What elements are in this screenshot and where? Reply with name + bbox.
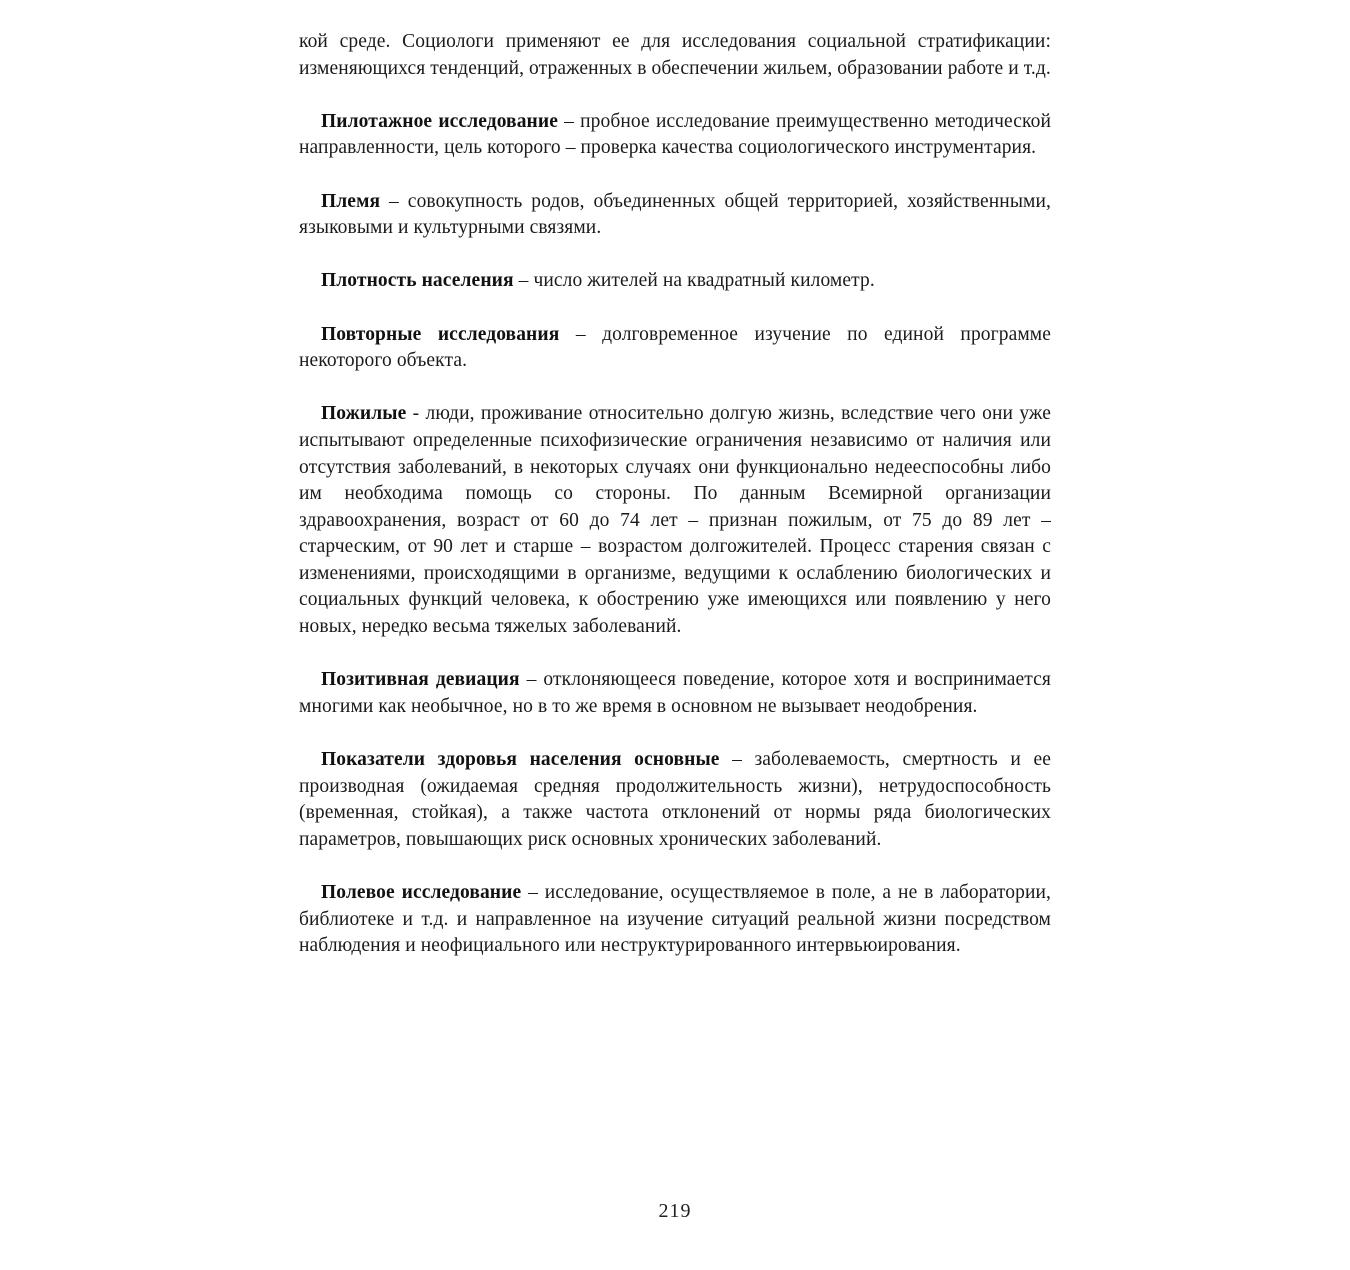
entry-definition: – число жителей на квадратный километр. <box>513 270 875 292</box>
entry-definition: – заболеваемость, смертность и ее производная (ожидаемая средняя продолжительность жизни), нетрудоспособность (временная, стойкая), а также частота отклонений от нормы ряда биологических параметров, повышающих риск основных хронических заболеваний. <box>299 749 1051 850</box>
entry-definition: – исследование, осуществляемое в поле, а не в лаборатории, библиотеке и т.д. и направленное на изучение ситуаций реальной жизни посредством наблюдения и неофициального или неструктурированного интервьюирования. <box>299 882 1051 957</box>
entry-term: Показатели здоровья населения основные <box>321 749 720 771</box>
glossary-entry <box>299 268 1051 295</box>
glossary-entry <box>299 189 1051 242</box>
glossary-entry <box>299 747 1051 853</box>
glossary-entry <box>299 401 1051 640</box>
glossary-entry <box>299 322 1051 375</box>
page-content <box>299 29 1051 960</box>
page-number: 219 <box>658 1200 692 1222</box>
glossary-entry <box>299 667 1051 720</box>
glossary-entry <box>299 880 1051 960</box>
entry-term: Повторные исследования <box>321 323 560 345</box>
continuation-paragraph: кой среде. Социологи применяют ее для исследования социальной стратификации: изменяющихся тенденций, отраженных в обеспечении жильем, образовании работе и т.д. <box>299 31 1051 79</box>
entry-term: Позитивная девиация <box>321 669 520 691</box>
entry-term: Полевое исследование <box>321 882 522 903</box>
entry-term: Пилотажное исследование <box>321 110 558 132</box>
entry-term: Пожилые <box>321 403 407 425</box>
entry-term: Плотность населения <box>321 270 514 292</box>
glossary-entry <box>299 109 1051 162</box>
entry-definition: – долговременное изучение по единой программе некоторого объекта. <box>299 323 1051 372</box>
entry-definition: - люди, проживание относительно долгую жизнь, вследствие чего они уже испытывают определенные психофизические ограничения независимо от наличия или отсутствия заболеваний, в некоторых случаях они функционально недееспособны либо им необходима помощь со стороны. По данным Всемирной организации здравоохранения, возраст от 60 до 74 лет – признан пожилым, от 75 до 89 лет – старческим, от 90 лет и старше – возрастом долгожителей. Процесс старения связан с изменениями, происходящими в организме, ведущими к ослаблению биологических и социальных функций человека, к обострению уже имеющихся или появлению у него новых, нередко весьма тяжелых заболеваний. <box>299 403 1051 638</box>
entry-definition: – пробное исследование преимущественно методической направленности, цель которого – проверка качества социологического инструментария. <box>299 110 1051 159</box>
entry-definition: – совокупность родов, объединенных общей территорией, хозяйственными, языковыми и культурными связями. <box>299 190 1051 239</box>
entry-definition: – отклоняющееся поведение, которое хотя и воспринимается многими как необычное, но в то же время в основном не вызывает неодобрения. <box>299 669 1051 717</box>
entry-term: Племя <box>321 190 381 212</box>
